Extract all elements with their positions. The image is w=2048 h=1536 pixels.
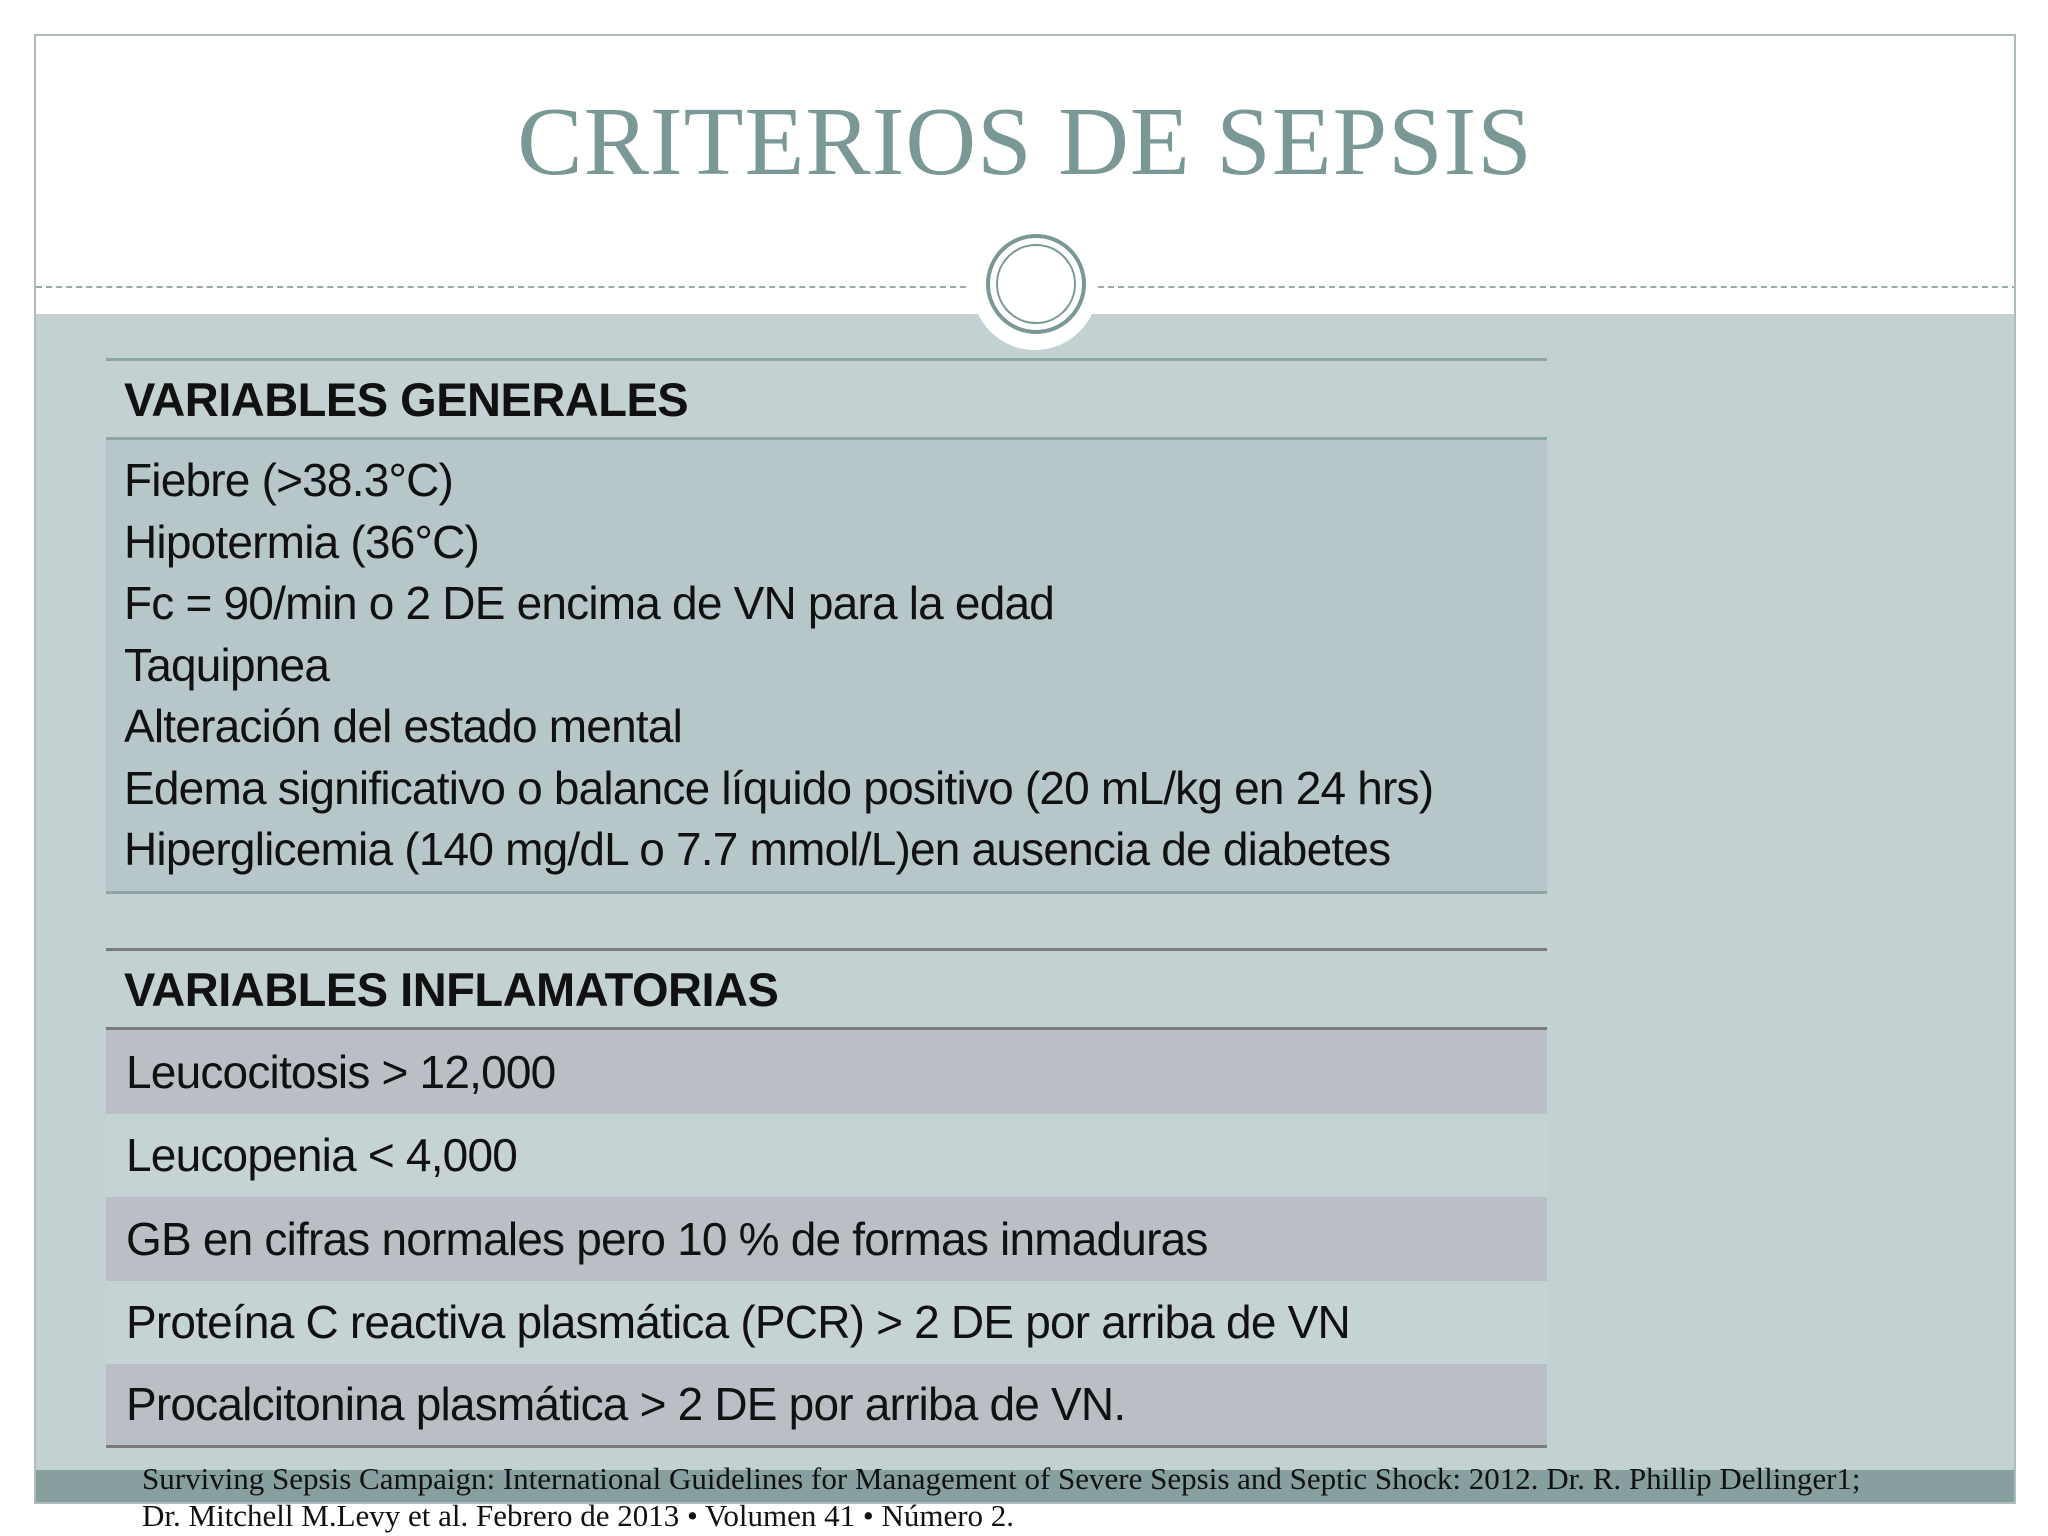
table-row: Leucopenia < 4,000	[106, 1114, 1547, 1198]
table-row: Leucocitosis > 12,000	[106, 1030, 1547, 1114]
circle-ornament-icon	[986, 234, 1086, 334]
divider-left	[36, 286, 966, 288]
citation-line-2: Dr. Mitchell M.Levy et al. Febrero de 2013 • Volumen 41 • Número 2.	[142, 1498, 1015, 1533]
list-item: Fc = 90/min o 2 DE encima de VN para la edad	[124, 577, 1055, 629]
list-item: Fiebre (>38.3°C)	[124, 454, 454, 506]
list-item: Hipotermia (36°C)	[124, 515, 480, 568]
divider-right	[1098, 286, 2016, 288]
citation	[142, 1460, 2042, 1534]
table-row: Proteína C reactiva plasmática (PCR) > 2 DE por arriba de VN	[106, 1281, 1547, 1365]
general-variables-table	[106, 358, 1547, 894]
list-item: Hiperglicemia (140 mg/dL o 7.7 mmol/L)en ausencia de diabetes	[124, 823, 1391, 875]
general-variables-body	[106, 440, 1547, 894]
table-row: GB en cifras normales pero 10 % de formas inmaduras	[106, 1197, 1547, 1281]
inflammatory-variables-header: VARIABLES INFLAMATORIAS	[106, 948, 1547, 1030]
circle-ornament-inner	[996, 244, 1076, 324]
general-variables-header: VARIABLES GENERALES	[106, 358, 1547, 440]
table-row: Procalcitonina plasmática > 2 DE por arriba de VN.	[106, 1364, 1547, 1448]
inflammatory-variables-table	[106, 948, 1547, 1448]
citation-line-1: Surviving Sepsis Campaign: International Guidelines for Management of Severe Sepsis and Septic Shock: 2012. Dr. R. Phillip Dellinger1;	[142, 1461, 1861, 1496]
list-item: Edema significativo o balance líquido positivo (20 mL/kg en 24 hrs)	[124, 761, 1434, 814]
slide-title: CRITERIOS DE SEPSIS	[517, 88, 1533, 196]
list-item: Alteración del estado mental	[124, 700, 683, 752]
slide	[34, 34, 2016, 1504]
list-item: Taquipnea	[124, 638, 330, 691]
